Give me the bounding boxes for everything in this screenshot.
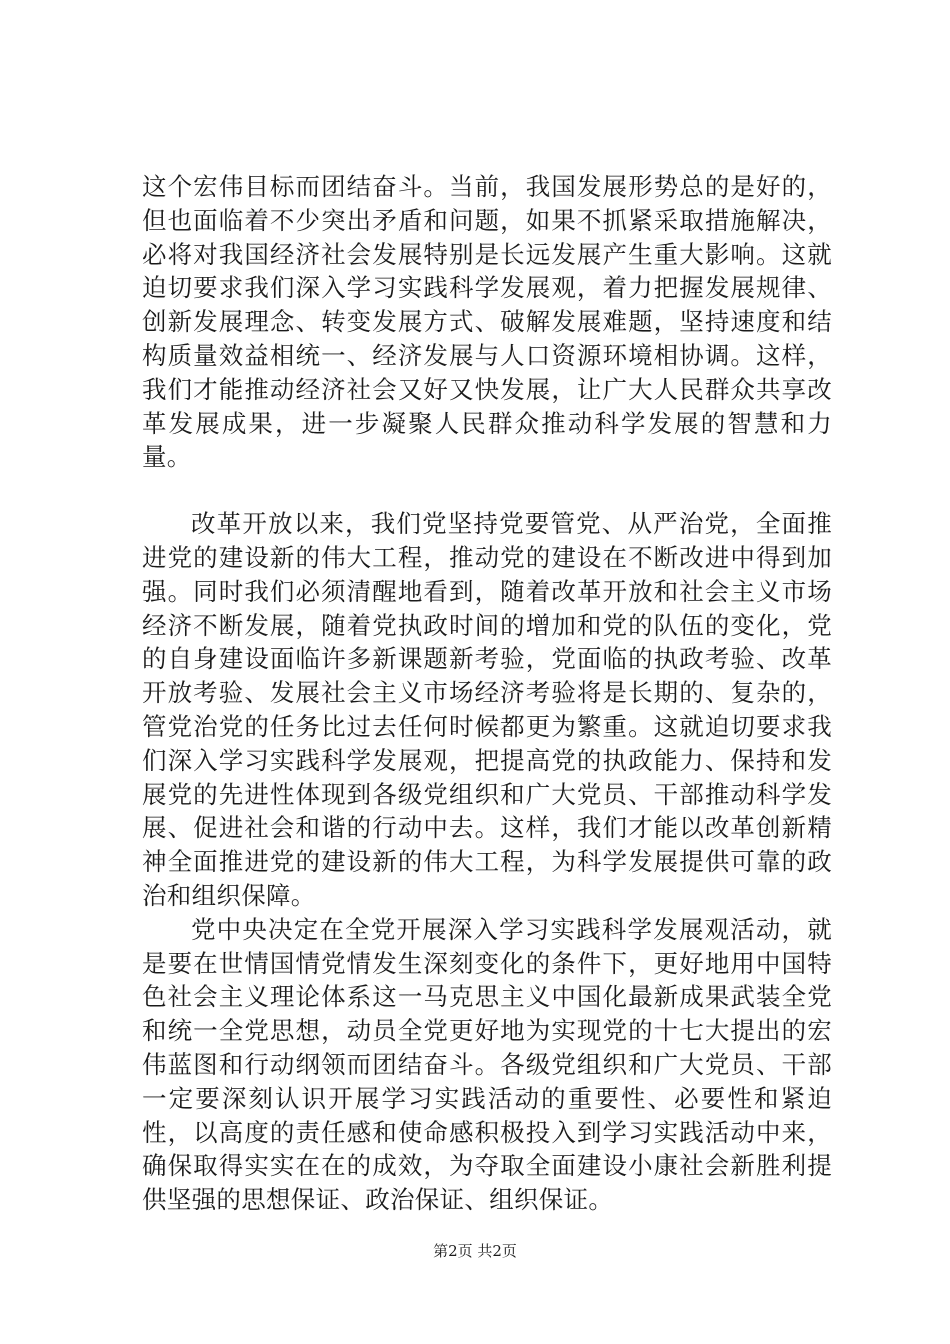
paragraph-continued: 这个宏伟目标而团结奋斗。当前，我国发展形势总的是好的，但也面临着不少突出矛盾和问题，如果不抓紧采取措施解决，必将对我国经济社会发展特别是长远发展产生重大影响。这就迫切要求我们深入学习实践科学发展观，着力把握发展规律、创新发展理念、转变发展方式、破解发展难题，坚持速度和结构质量效益相统一、经济发展与人口资源环境相协调。这样，我们才能推动经济社会又好又快发展，让广大人民群众共享改革发展成果，进一步凝聚人民群众推动科学发展的智慧和力量。 (142, 172, 832, 472)
document-body (142, 170, 832, 1217)
page-footer: 第2页 共2页 (433, 1242, 517, 1260)
paragraph-party-building: 改革开放以来，我们党坚持党要管党、从严治党，全面推进党的建设新的伟大工程，推动党的建设在不断改进中得到加强。同时我们必须清醒地看到，随着改革开放和社会主义市场经济不断发展，随着党执政时间的增加和党的队伍的变化，党的自身建设面临许多新课题新考验，党面临的执政考验、改革开放考验、发展社会主义市场经济考验将是长期的、复杂的，管党治党的任务比过去任何时候都更为繁重。这就迫切要求我们深入学习实践科学发展观，把提高党的执政能力、保持和发展党的先进性体现到各级党组织和广大党员、干部推动科学发展、促进社会和谐的行动中去。这样，我们才能以改革创新精神全面推进党的建设新的伟大工程，为科学发展提供可靠的政治和组织保障。 (142, 509, 832, 910)
paragraph-central-committee: 党中央决定在全党开展深入学习实践科学发展观活动，就是要在世情国情党情发生深刻变化的条件下，更好地用中国特色社会主义理论体系这一马克思主义中国化最新成果武装全党和统一全党思想，动员全党更好地为实现党的十七大提出的宏伟蓝图和行动纲领而团结奋斗。各级党组织和广大党员、干部一定要深刻认识开展学习实践活动的重要性、必要性和紧迫性，以高度的责任感和使命感积极投入到学习实践活动中来，确保取得实实在在的成效，为夺取全面建设小康社会新胜利提供坚强的思想保证、政治保证、组织保证。 (142, 914, 832, 1215)
